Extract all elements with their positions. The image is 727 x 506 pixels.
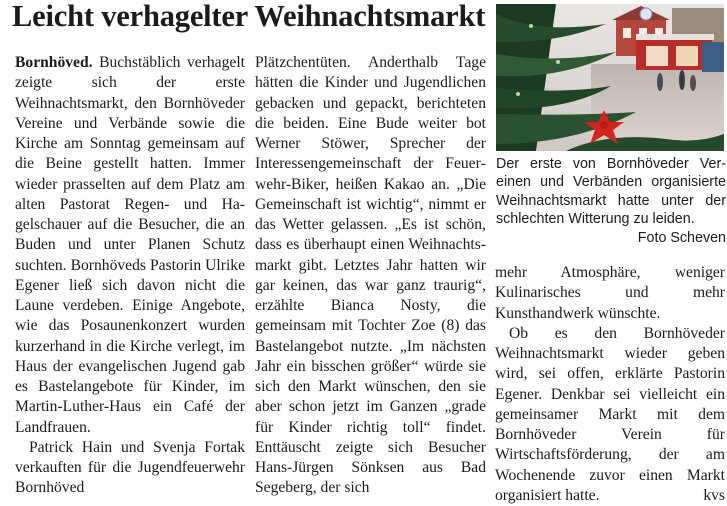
photo-credit: Foto Scheven [637,229,726,246]
article-column-1 [15,53,245,499]
caption-text: Der erste von Bornhöveder Vereinen und Verbänden organisierte Weihnachtsmarkt hatte unter der schlechten Witterung zu leiden. [496,156,726,228]
paragraph-1 [15,53,245,438]
paragraph-3: mehr Atmosphäre, weniger Kulinarisches und mehr Kunsthandwerk wünschte. [495,264,725,322]
paragraph-4 [495,324,725,506]
christmas-market-photo [496,4,724,151]
article-column-3 [495,263,725,506]
paragraph-1-text: Buchstäblich verhagelt zeigte sich der erste Weihnachtsmarkt, den Bornhöveder Vereine und Verbände sowie die Kirche am Sonntag gemeinsam auf die Beine gestellt hatten. Immer wieder prasselten auf dem Platz am alten Pastorat Regen- und Hagelschauer auf die Besucher, die an Buden und unter Planen Schutz suchten. Bornhöveds Pastorin Ulrike Egener ließ sich davon nicht die Laune verdeben. Einige Angebote, wie das Posaunenkonzert wurden kurzerhand in die Kirche verlegt, im Haus der evangelischen Jugend gab es Bastelangebote für Kinder, im Martin-Luther-Haus ein Café der Landfrauen. [15,54,245,436]
paragraph-2: Patrick Hain und Svenja Fortak verkauften für die Jugendfeuerwehr Bornhöved [15,438,245,497]
headline: Leicht verhagelter Weihnachtsmarkt [12,0,486,33]
dateline: Bornhöved. [15,54,93,71]
photo-caption [496,155,726,247]
author-byline: kvs [703,486,725,504]
paragraph-2-continued: Plätzchentüten. Anderthalb Tage hätten die Kinder und Jugendlichen gebacken und gepackt, berichteten die beiden. Eine Bude weiter bot Werner Stöwer, Sprecher der Interessengemeinschaft der Feuerwehr-Biker, heißen Kakao an. „Die Gemeinschaft ist wichtig“, nimmt er das Wetter gelassen. „Es ist schön, dass es überhaupt einen Weihnachtsmarkt gibt. Letztes Jahr hatten wir gar keinen, das war ganz traurig“, erzählte Bianca Nosty, die gemeinsam mit Tochter Zoe (8) das Bastelangebot nutzte. „Im nächsten Jahr ein bisschen größer“ würde sie sich den Markt wünschen, den sie aber schon jetzt im Ganzen „grade für Kinder richtig toll“ findet. Enttäuscht zeigte sich Besucher Hans-Jürgen Sönksen aus Bad Segeberg, der sich [255,54,486,497]
paragraph-4-text: Ob es den Bornhöveder Weihnachtsmarkt wieder geben wird, sei offen, erklärte Pastorin Egener. Denkbar sei vielleicht ein gemeinsamer Markt mit dem Bornhöveder Verein für Wirtschaftsförderung, der am Wochenende zuvor einen Markt organisiert hatte. [495,324,725,504]
article-column-2 [255,53,486,499]
